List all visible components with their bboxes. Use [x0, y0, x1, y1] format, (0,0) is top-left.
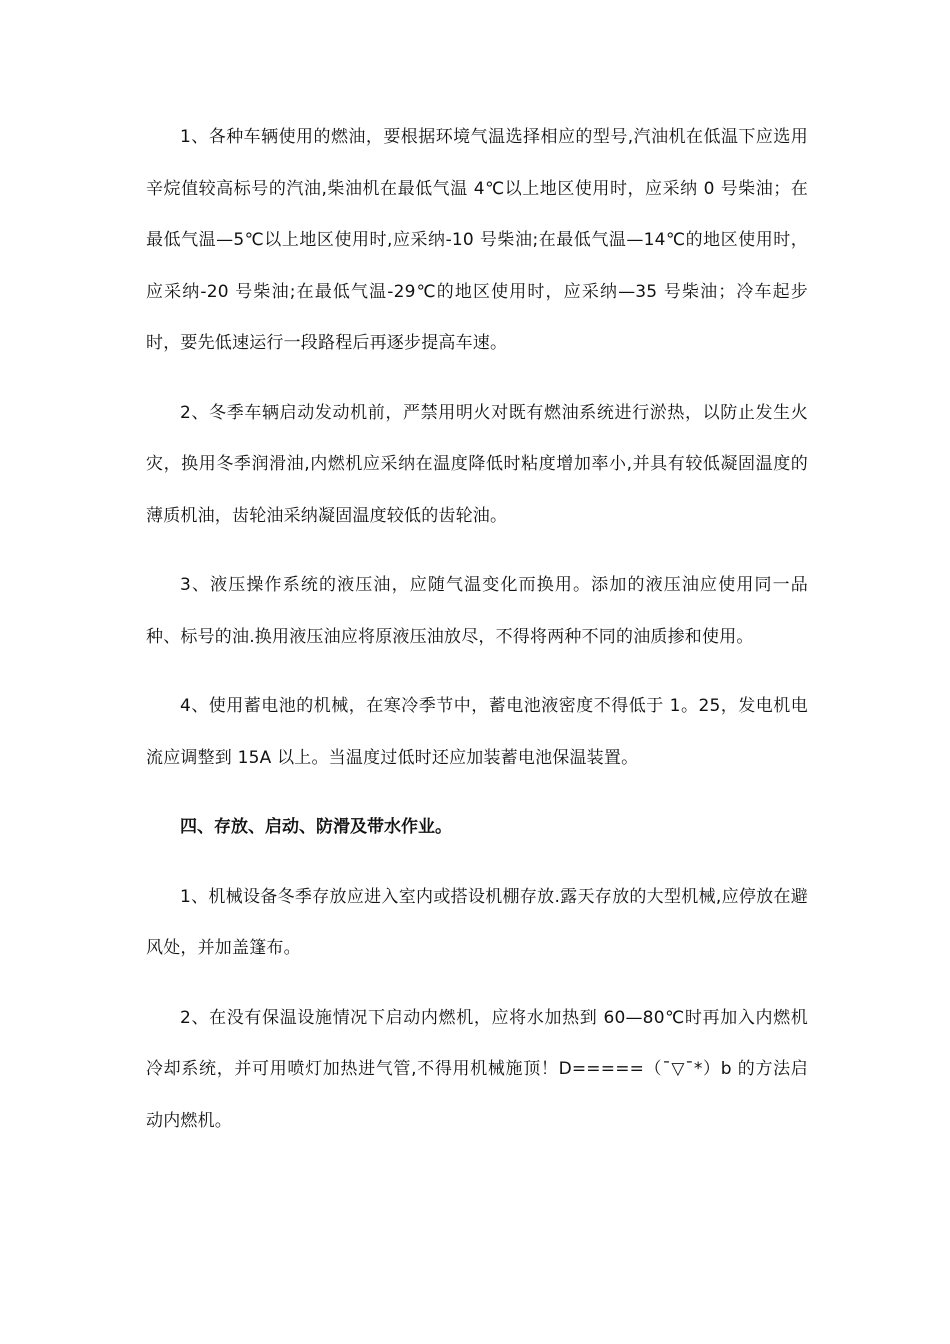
paragraph-engine-startup: 2、在没有保温设施情况下启动内燃机，应将水加热到 60—80℃时再加入内燃机冷却系统，并可用喷灯加热进气管,不得用机械施顶！D=====（¯▽¯*）b 的方法启动内燃机。: [146, 1007, 808, 1131]
paragraph-hydraulic-oil: 3、液压操作系统的液压油，应随气温变化而换用。添加的液压油应使用同一品种、标号的油.换用液压油应将原液压油放尽，不得将两种不同的油质掺和使用。: [146, 575, 808, 647]
document-body: [146, 112, 808, 1165]
paragraph-fuel-selection: 1、各种车辆使用的燃油，要根据环境气温选择相应的型号,汽油机在低温下应选用辛烷值较高标号的汽油,柴油机在最低气温 4℃以上地区使用时，应采纳 0 号柴油；在最低气温—5℃以上地区使用时,应采纳-10 号柴油;在最低气温—14℃的地区使用时，应采纳-20 号柴油;在最低气温-29℃的地区使用时，应采纳—35 号柴油；冷车起步时，要先低速运行一段路程后再逐步提高车速。: [146, 127, 808, 353]
paragraph-engine-start-lubrication: 2、冬季车辆启动发动机前，严禁用明火对既有燃油系统进行淤热，以防止发生火灾，换用冬季润滑油,内燃机应采纳在温度降低时粘度增加率小,并具有较低凝固温度的薄质机油，齿轮油采纳凝固温度较低的齿轮油。: [146, 402, 808, 526]
paragraph-storage: 1、机械设备冬季存放应进入室内或搭设机棚存放.露天存放的大型机械,应停放在避风处，并加盖篷布。: [146, 886, 808, 958]
section-heading: 四、存放、启动、防滑及带水作业。: [180, 817, 452, 837]
paragraph-battery: 4、使用蓄电池的机械，在寒冷季节中，蓄电池液密度不得低于 1。25，发电机电流应调整到 15A 以上。当温度过低时还应加装蓄电池保温装置。: [146, 696, 808, 768]
